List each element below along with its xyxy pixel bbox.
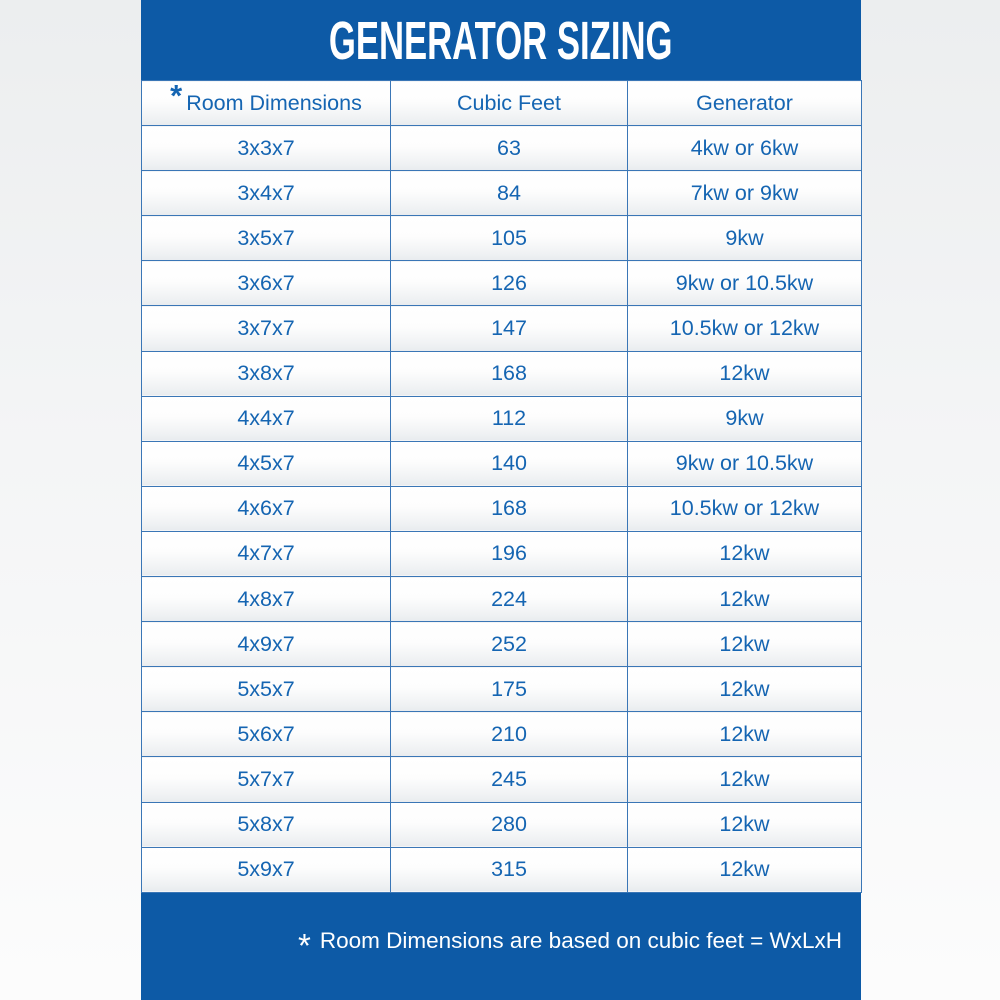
cubic-feet-cell: 140 <box>391 441 628 486</box>
cubic-feet-cell: 245 <box>391 757 628 802</box>
table-row <box>142 306 862 351</box>
generator-cell: 12kw <box>628 802 862 847</box>
room-dimensions-cell: 3x5x7 <box>142 216 391 261</box>
table-row <box>142 577 862 622</box>
room-dimensions-cell: 4x9x7 <box>142 622 391 667</box>
cubic-feet-cell: 105 <box>391 216 628 261</box>
cubic-feet-cell: 126 <box>391 261 628 306</box>
cubic-feet-header: Cubic Feet <box>391 81 628 126</box>
table-row <box>142 802 862 847</box>
cubic-feet-cell: 168 <box>391 486 628 531</box>
cubic-feet-cell: 224 <box>391 577 628 622</box>
table-row <box>142 126 862 171</box>
table-row <box>142 847 862 892</box>
cubic-feet-cell: 210 <box>391 712 628 757</box>
generator-cell: 12kw <box>628 351 862 396</box>
generator-cell: 9kw or 10.5kw <box>628 441 862 486</box>
generator-cell: 12kw <box>628 712 862 757</box>
table-row <box>142 486 862 531</box>
table-row <box>142 667 862 712</box>
generator-cell: 12kw <box>628 847 862 892</box>
table-row <box>142 757 862 802</box>
table-row <box>142 622 862 667</box>
room-dimensions-cell: 5x6x7 <box>142 712 391 757</box>
generator-cell: 12kw <box>628 667 862 712</box>
room-dimensions-cell: 5x5x7 <box>142 667 391 712</box>
generator-cell: 9kw or 10.5kw <box>628 261 862 306</box>
room-dimensions-cell: 3x4x7 <box>142 171 391 216</box>
generator-cell: 12kw <box>628 577 862 622</box>
table-row <box>142 396 862 441</box>
sizing-table <box>141 77 862 893</box>
generator-cell: 10.5kw or 12kw <box>628 306 862 351</box>
cubic-feet-cell: 196 <box>391 531 628 576</box>
room-dimensions-header-label: Room Dimensions <box>186 90 362 115</box>
room-dimensions-cell: 5x7x7 <box>142 757 391 802</box>
generator-sizing-panel <box>141 0 861 1000</box>
table-row <box>142 171 862 216</box>
room-dimensions-cell: 5x8x7 <box>142 802 391 847</box>
cubic-feet-cell: 175 <box>391 667 628 712</box>
room-dimensions-cell: 3x8x7 <box>142 351 391 396</box>
generator-cell: 7kw or 9kw <box>628 171 862 216</box>
generator-cell: 12kw <box>628 531 862 576</box>
generator-cell: 12kw <box>628 757 862 802</box>
room-dimensions-cell: 4x8x7 <box>142 577 391 622</box>
cubic-feet-cell: 280 <box>391 802 628 847</box>
generator-cell: 10.5kw or 12kw <box>628 486 862 531</box>
cubic-feet-cell: 252 <box>391 622 628 667</box>
page-title: GENERATOR SIZING <box>329 9 673 71</box>
room-dimensions-cell: 4x5x7 <box>142 441 391 486</box>
table-row <box>142 261 862 306</box>
cubic-feet-cell: 168 <box>391 351 628 396</box>
table-body <box>142 126 862 893</box>
table-row <box>142 351 862 396</box>
generator-header: Generator <box>628 81 862 126</box>
room-dimensions-cell: 3x7x7 <box>142 306 391 351</box>
room-dimensions-cell: 4x4x7 <box>142 396 391 441</box>
table-row <box>142 441 862 486</box>
footnote-text: Room Dimensions are based on cubic feet = WxLxH <box>319 928 842 953</box>
room-dimensions-cell: 3x6x7 <box>142 261 391 306</box>
generator-cell: 9kw <box>628 216 862 261</box>
cubic-feet-cell: 63 <box>391 126 628 171</box>
room-dimensions-cell: 3x3x7 <box>142 126 391 171</box>
footer-note: * Room Dimensions are based on cubic feet = WxLxH <box>298 927 842 964</box>
room-dimensions-cell: 4x7x7 <box>142 531 391 576</box>
table-row <box>142 712 862 757</box>
table-row <box>142 216 862 261</box>
room-dimensions-cell: 4x6x7 <box>142 486 391 531</box>
cubic-feet-cell: 112 <box>391 396 628 441</box>
room-dimensions-cell: 5x9x7 <box>142 847 391 892</box>
table-header-row <box>142 81 862 126</box>
cubic-feet-cell: 315 <box>391 847 628 892</box>
generator-cell: 4kw or 6kw <box>628 126 862 171</box>
room-dimensions-header: * Room Dimensions <box>142 81 391 126</box>
generator-cell: 9kw <box>628 396 862 441</box>
title-bar <box>141 0 861 80</box>
table-row <box>142 531 862 576</box>
cubic-feet-cell: 84 <box>391 171 628 216</box>
cubic-feet-cell: 147 <box>391 306 628 351</box>
generator-cell: 12kw <box>628 622 862 667</box>
